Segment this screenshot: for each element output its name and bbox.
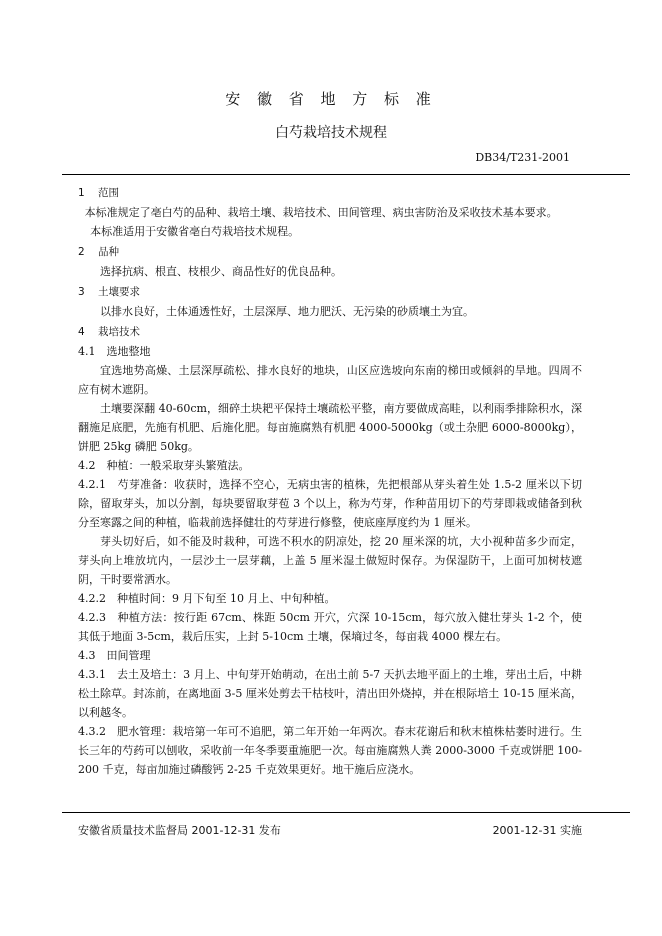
paragraph: 宜选地势高燥、土层深厚疏松、排水良好的地块，山区应选坡向东南的梯田或倾斜的旱地。四周不应有树木遮阴。 (78, 364, 582, 396)
subsection-heading: 4.2 种植：一般采取芽头繁殖法。 (78, 459, 250, 472)
section-3-heading (78, 283, 582, 302)
clause: 4.3.2 肥水管理：栽培第一年可不追肥，第二年开始一年两次。春末花谢后和秋末植株枯萎时进行。生长三年的芍药可以刨收，采收前一年冬季要重施肥一次。每亩施腐熟人粪 2000-3000 千克或饼肥 100-200 千克，每亩加施过磷酸钙 2-25 千克效果更好。地干施后应浇水。 (78, 725, 582, 776)
subsection-heading: 4.3 田间管理 (78, 649, 151, 662)
implementation-date: 2001-12-31 实施 (492, 824, 582, 837)
standard-number: DB34/T231-2001 (475, 151, 570, 164)
subsection-heading: 4.1 选地整地 (78, 345, 151, 358)
section-number: 1 (78, 187, 85, 199)
top-divider (62, 174, 630, 175)
clause: 4.3.1 去土及培土：3 月上、中旬芽开始萌动，在出土前 5-7 天扒去地平面上的土堆，芽出土后，中耕松土除草。封冻前，在离地面 3-5 厘米处剪去干枯枝叶，清出田外烧掉，并在根际培土 10-15 厘米高，以利越冬。 (78, 668, 582, 719)
document-title: 安 徽 省 地 方 标 准 (225, 90, 437, 108)
document-subtitle: 白芍栽培技术规程 (275, 125, 387, 141)
section-title: 土壤要求 (98, 286, 140, 298)
section-number: 3 (78, 286, 85, 298)
paragraph: 本标准适用于安徽省亳白芍栽培技术规程。 (90, 225, 300, 238)
clause: 4.2.1 芍芽准备：收获时，选择不空心，无病虫害的植株，先把根部从芽头着生处 1.5-2 厘米以下切除，留取芽头，加以分割，每块要留取芽苞 3 个以上，称为芍芽，作种苗用切下的芍芽即栽或储备到秋分至寒露之间的种植，临栽前选择健壮的芍芽进行修整，使底座厚度约为 1 厘米。 (78, 478, 582, 529)
section-2-heading (78, 243, 582, 262)
section-number: 2 (78, 246, 85, 258)
bottom-divider (62, 812, 630, 813)
paragraph: 芽头切好后，如不能及时栽种，可选不积水的阴凉处，挖 20 厘米深的坑，大小视种苗多少而定，芽头向上堆放坑内，一层沙土一层芽藕，上盖 5 厘米湿土做短时保存。为保湿防干，上面可加树枝遮阴，干时要常洒水。 (78, 535, 582, 586)
section-title: 范围 (98, 187, 119, 199)
section-number: 4 (78, 326, 85, 338)
paragraph: 本标准规定了亳白芍的品种、栽培土壤、栽培技术、田间管理、病虫害防治及采收技术基本要求。 (84, 206, 558, 219)
paragraph: 土壤要深翻 40-60cm，细碎土块耙平保持土壤疏松平整，南方要做成高畦，以利雨季排除积水，深翻施足底肥，先施有机肥、后施化肥。每亩施腐熟有机肥 4000-5000kg（或土杂肥 6000-8000kg），饼肥 25kg 磷肥 50kg。 (78, 402, 582, 453)
paragraph: 选择抗病、根直、枝根少、商品性好的优良品种。 (100, 265, 342, 278)
section-1-heading (78, 184, 582, 203)
clause: 4.2.2 种植时间：9 月下旬至 10 月上、中旬种植。 (78, 592, 336, 605)
paragraph: 以排水良好，土体通透性好，土层深厚、地力肥沃、无污染的砂质壤土为宜。 (100, 305, 474, 318)
section-title: 栽培技术 (98, 326, 140, 338)
section-title: 品种 (98, 246, 119, 258)
issuer-text: 安徽省质量技术监督局 2001-12-31 发布 (78, 824, 281, 837)
section-4-heading (78, 323, 582, 342)
clause: 4.2.3 种植方法：按行距 67cm、株距 50cm 开穴，穴深 10-15cm，每穴放入健壮芽头 1-2 个，使其低于地面 3-5cm，栽后压实，上封 5-10cm 土壤，保墒过冬，每亩栽 4000 棵左右。 (78, 611, 582, 643)
document-body (78, 184, 582, 779)
